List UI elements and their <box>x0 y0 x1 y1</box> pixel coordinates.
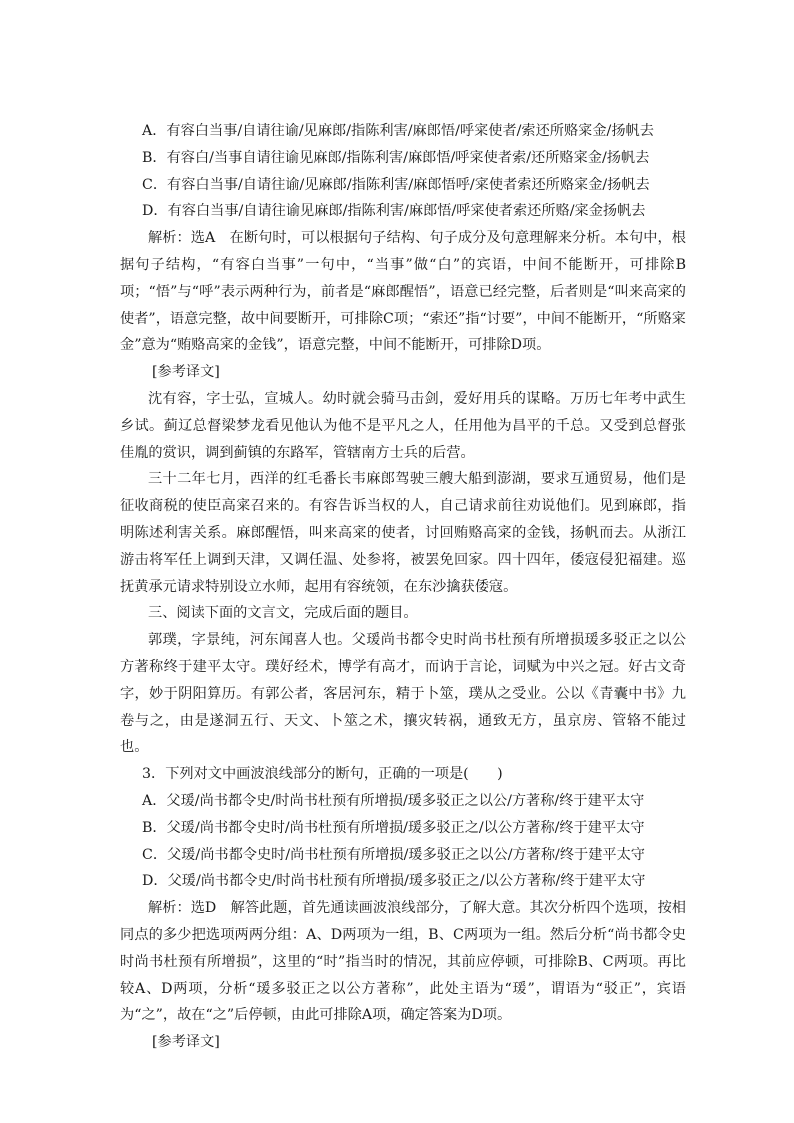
option-c: C．有容白当事/自请往谕/见麻郎/指陈利害/麻郎悟呼/寀使者索还所赂寀金/扬帆去 <box>142 176 650 193</box>
option-d: D．有容白当事/自请往谕见麻郎/指陈利害/麻郎悟/呼寀使者索还所赂/寀金扬帆去 <box>142 203 646 220</box>
translation-heading: [参考译文] <box>152 364 220 381</box>
analysis-paragraph: 解析：选A 在断句时，可以根据句子结构、句子成分及句意理解来分析。本句中，根据句子结构，“有容白当事”一句中，“当事”做“白”的宾语，中间不能断开，可排除B项；“悟”与“呼”表示两种行为，前者是“麻郎醒悟”，语意已经完整，后者则是“叫来高寀的使者”，语意完整，故中间要断开，可排除C项；“索还”指“讨要”，中间不能断开，“所赂寀金”意为“贿赂高寀的金钱”，语意完整，中间不能断开，可排除D项。 <box>120 230 686 354</box>
translation-heading: [参考译文] <box>152 1034 220 1051</box>
option-d: D．父瑗/尚书都令史/时尚书杜预有所增损/瑗多驳正之/以公方著称/终于建平太守 <box>142 873 646 890</box>
option-a: A．父瑗/尚书都令史/时尚书杜预有所增损/瑗多驳正之以公/方著称/终于建平太守 <box>142 792 645 809</box>
document-page <box>120 118 686 1056</box>
question-options <box>120 118 686 225</box>
question-stem: 3．下列对文中画波浪线部分的断句，正确的一项是( ) <box>142 766 503 783</box>
option-c: C．父瑗/尚书都令史时/尚书杜预有所增损/瑗多驳正之以公/方著称/终于建平太守 <box>142 846 645 863</box>
option-a: A．有容白当事/自请往谕/见麻郎/指陈利害/麻郎悟/呼寀使者/索还所赂寀金/扬帆去 <box>142 123 654 139</box>
translation-paragraph: 三十二年七月，西洋的红毛番长韦麻郎驾驶三艘大船到澎湖，要求互通贸易，他们是征收商税的使臣高寀召来的。有容告诉当权的人，自己请求前往劝说他们。见到麻郎，指明陈述利害关系。麻郎醒悟，叫来高寀的使者，讨回贿赂高寀的金钱，扬帆而去。从浙江游击将军任上调到天津，又调任温、处参将，被罢免回家。四十四年，倭寇侵犯福建。巡抚黄承元请求特别设立水师，起用有容统领，在东沙擒获倭寇。 <box>120 471 686 595</box>
question-options <box>120 788 686 895</box>
option-b: B．父瑗/尚书都令史时/尚书杜预有所增损/瑗多驳正之/以公方著称/终于建平太守 <box>142 819 645 836</box>
option-b: B．有容白/当事自请往谕见麻郎/指陈利害/麻郎悟/呼寀使者索/还所赂寀金/扬帆去 <box>142 149 650 166</box>
section-heading: 三、阅读下面的文言文，完成后面的题目。 <box>148 605 418 622</box>
analysis-paragraph: 解析：选D 解答此题，首先通读画波浪线部分，了解大意。其次分析四个选项，按相同点的多少把选项两两分组：A、D两项为一组，B、C两项为一组。然后分析“尚书都令史时尚书杜预有所增损”，这里的“时”指当时的情况，其前应停顿，可排除B、C两项。再比较A、D两项，分析“瑗多驳正之以公方著称”，此处主语为“瑗”，谓语为“驳正”，宾语为“之”，故在“之”后停顿，由此可排除A项，确定答案为D项。 <box>120 900 686 1024</box>
translation-paragraph: 沈有容，字士弘，宣城人。幼时就会骑马击剑，爱好用兵的谋略。万历七年考中武生乡试。蓟辽总督梁梦龙看见他认为他不是平凡之人，任用他为昌平的千总。又受到总督张佳胤的赏识，调到蓟镇的东路军，管辖南方士兵的后营。 <box>120 390 686 461</box>
passage-paragraph: 郭璞，字景纯，河东闻喜人也。父瑗尚书都令史时尚书杜预有所增损瑗多驳正之以公方著称终于建平太守。璞好经术，博学有高才，而讷于言论，词赋为中兴之冠。好古文奇字，妙于阴阳算历。有郭公者，客居河东，精于卜筮，璞从之受业。公以《青囊中书》九卷与之，由是遂洞五行、天文、卜筮之术，攘灾转祸，通致无方，虽京房、管辂不能过也。 <box>120 632 686 756</box>
